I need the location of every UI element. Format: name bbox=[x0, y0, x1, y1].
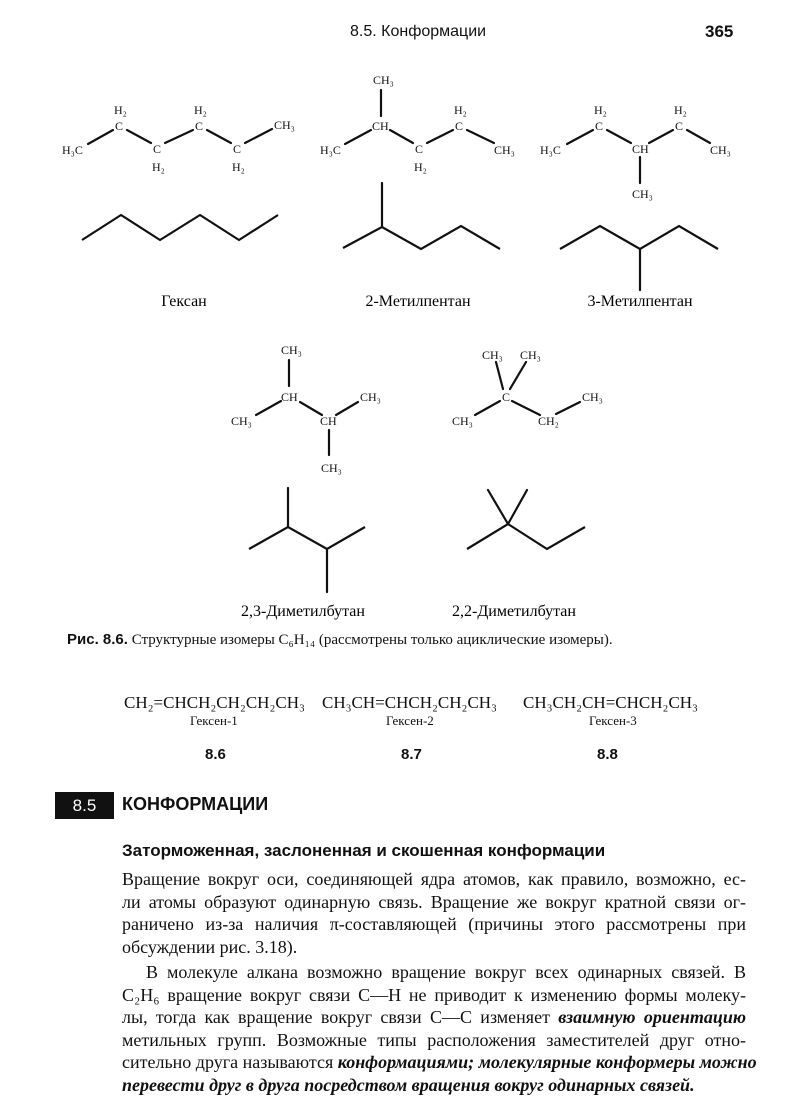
atom: CH₃ bbox=[281, 343, 302, 357]
atom: CH₃ bbox=[482, 348, 503, 362]
hexene-formula: CH₂=CHCH₂CH₂CH₂CH₃ bbox=[124, 693, 305, 712]
atom: H₂ bbox=[674, 103, 687, 117]
text-line bbox=[122, 1006, 746, 1029]
atom: H₂ bbox=[152, 160, 165, 174]
section-number-badge: 8.5 bbox=[55, 792, 114, 819]
atom: C bbox=[115, 119, 124, 133]
structure-number: 8.7 bbox=[401, 746, 422, 763]
text-line: перевести друг в друга посредством вращения вокруг одинарных связей. bbox=[122, 1074, 695, 1095]
dimethylbutane22-condensed bbox=[452, 348, 603, 428]
compound-name: 2,2-Диметилбутан bbox=[452, 603, 576, 620]
hexene-name: Гексен-2 bbox=[386, 713, 434, 728]
atom: C bbox=[675, 119, 684, 133]
atom: CH₃ bbox=[452, 414, 473, 428]
atom: CH₃ bbox=[520, 348, 541, 362]
figure-caption bbox=[67, 631, 613, 649]
emphasis: взаимную ориентацию bbox=[558, 1007, 746, 1028]
methylpentane3-skeletal bbox=[560, 226, 718, 249]
atom: CH₃ bbox=[582, 390, 603, 404]
compound-name: 2-Метилпентан bbox=[365, 293, 471, 310]
hexane-skeletal bbox=[82, 215, 278, 240]
text-line: обсуждении рис. 3.18). bbox=[122, 936, 298, 957]
atom: CH bbox=[632, 142, 649, 156]
page-number: 365 bbox=[705, 22, 734, 41]
atom: H₂ bbox=[232, 160, 245, 174]
atom: C bbox=[195, 119, 204, 133]
text-span: сительно друга называются bbox=[122, 1052, 338, 1073]
atom: H₂ bbox=[194, 103, 207, 117]
compound-name: 2,3-Диметилбутан bbox=[241, 603, 365, 620]
atom: H₂ bbox=[114, 103, 127, 117]
atom: H₃C bbox=[540, 143, 561, 157]
subsection-title: Заторможенная, заслоненная и скошенная конформации bbox=[122, 841, 606, 860]
text-line bbox=[122, 1051, 757, 1074]
text-line: Вращение вокруг оси, соединяющей ядра атомов, как правило, возможно, ес- bbox=[122, 869, 746, 889]
atom: CH₃ bbox=[231, 414, 252, 428]
atom: CH bbox=[281, 390, 298, 404]
hexene-name: Гексен-1 bbox=[190, 713, 238, 728]
atom: C bbox=[595, 119, 604, 133]
caption-label: Рис. 8.6. bbox=[67, 631, 128, 648]
paragraph-1 bbox=[122, 868, 746, 958]
atom: CH₃ bbox=[360, 390, 381, 404]
methylpentane3-condensed bbox=[540, 103, 731, 201]
atom: CH₃ bbox=[494, 143, 515, 157]
atom: CH₃ bbox=[632, 187, 653, 201]
atom: C bbox=[233, 142, 242, 156]
atom: H₂ bbox=[414, 160, 427, 174]
dimethylbutane23-skeletal bbox=[249, 527, 365, 549]
paragraph-2 bbox=[122, 961, 757, 1097]
hexene-formula: CH₃CH=CHCH₂CH₂CH₃ bbox=[322, 693, 497, 712]
atom: H₂ bbox=[594, 103, 607, 117]
text-line: В молекуле алкана возможно вращение вокруг всех одинарных связей. В bbox=[146, 962, 746, 982]
methylpentane2-condensed bbox=[320, 73, 515, 174]
text-line: ли атомы образуют одинарную связь. Вращение же вокруг кратной связи ог- bbox=[122, 891, 746, 912]
atom: C bbox=[502, 390, 511, 404]
emphasis: конформациями; молекулярные конформеры можно bbox=[337, 1052, 757, 1073]
atom: CH bbox=[320, 414, 337, 428]
hexene-formula: CH₃CH₂CH=CHCH₂CH₃ bbox=[523, 693, 698, 712]
atom: H₃C bbox=[62, 143, 83, 157]
atom: CH bbox=[372, 119, 389, 133]
atom: H₃C bbox=[320, 143, 341, 157]
hexene-name: Гексен-3 bbox=[589, 713, 637, 728]
atom: CH₃ bbox=[710, 143, 731, 157]
running-title: 8.5. Конформации bbox=[350, 23, 487, 40]
structure-number: 8.6 bbox=[205, 746, 226, 763]
text-line: C₂H₆ вращение вокруг связи C—H не приводит к изменению формы молеку- bbox=[122, 984, 746, 1005]
atom: CH₃ bbox=[373, 73, 394, 87]
dimethylbutane23-condensed bbox=[231, 343, 381, 475]
methylpentane2-skeletal bbox=[343, 226, 500, 249]
compound-name: 3-Метилпентан bbox=[587, 293, 693, 310]
atom: C bbox=[415, 142, 424, 156]
section-title: КОНФОРМАЦИИ bbox=[122, 794, 269, 814]
dimethylbutane22-skeletal bbox=[467, 524, 585, 549]
text-span: лы, тогда как вращение вокруг связи C—C изменяет bbox=[122, 1007, 559, 1028]
caption-text: Структурные изомеры C₆H₁₄ (рассмотрены только ациклические изомеры). bbox=[131, 632, 613, 648]
hexane-condensed bbox=[62, 103, 295, 174]
atom: C bbox=[455, 119, 464, 133]
atom: CH₃ bbox=[321, 461, 342, 475]
atom: H₂ bbox=[454, 103, 467, 117]
atom: CH₃ bbox=[274, 118, 295, 132]
text-line: раничено из-за наличия π-составляющей (причины этого рассмотрены при bbox=[122, 914, 746, 935]
text-line: метильных групп. Возможные типы расположения заместителей друг отно- bbox=[122, 1029, 746, 1050]
compound-name: Гексан bbox=[161, 293, 207, 310]
structure-number: 8.8 bbox=[597, 746, 618, 763]
atom: CH₂ bbox=[538, 414, 559, 428]
atom: C bbox=[153, 142, 162, 156]
